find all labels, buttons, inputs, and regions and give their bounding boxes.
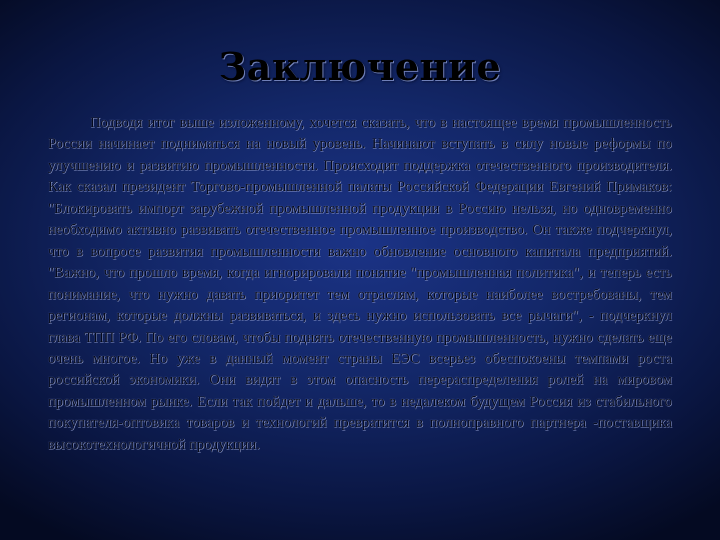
slide-body-text: Подводя итог выше изложенному, хочется сказать, что в настоящее время промышленность России начинает подниматься на новый уровень. Начинают вступать в силу новые реформы по улучшению и развитию промышленности. Происходит поддержка отечественного производителя. Как сказал президент Торгово-промышленной палаты Российской Федерации Евгений Примаков: "Блокировать импорт зарубежной промышленной продукции в Россию нельзя, но одновременно необходимо активно развивать отечественное промышленное производство. Он также подчеркнул, что в вопросе развития промышленности важно обновление основного капитала предприятий. "Важно, что прошло время, когда игнорировали понятие "промышленная политика", и теперь есть понимание, что нужно давать приоритет тем отраслям, которые наиболее востребованы, тем регионам, которые должны развиваться, и здесь нужно использовать все рычаги", - подчеркнул глава ТПП РФ. По его словам, чтобы поднять отечественную промышленность, нужно сделать еще очень многое. Но уже в данный момент страны ЕЭС всерьез обеспокоены темпами роста российской экономики. Они видят в этом опасность перераспределения ролей на мировом промышленном рынке. Если так пойдет и дальше, то в недалеком будущем Россия из стабильного покупателя-оптовика товаров и технологий превратится в полноправного партнера -поставщика высокотехнологичной продукции.	[48, 115, 672, 453]
slide-title: Заключение	[218, 44, 502, 89]
